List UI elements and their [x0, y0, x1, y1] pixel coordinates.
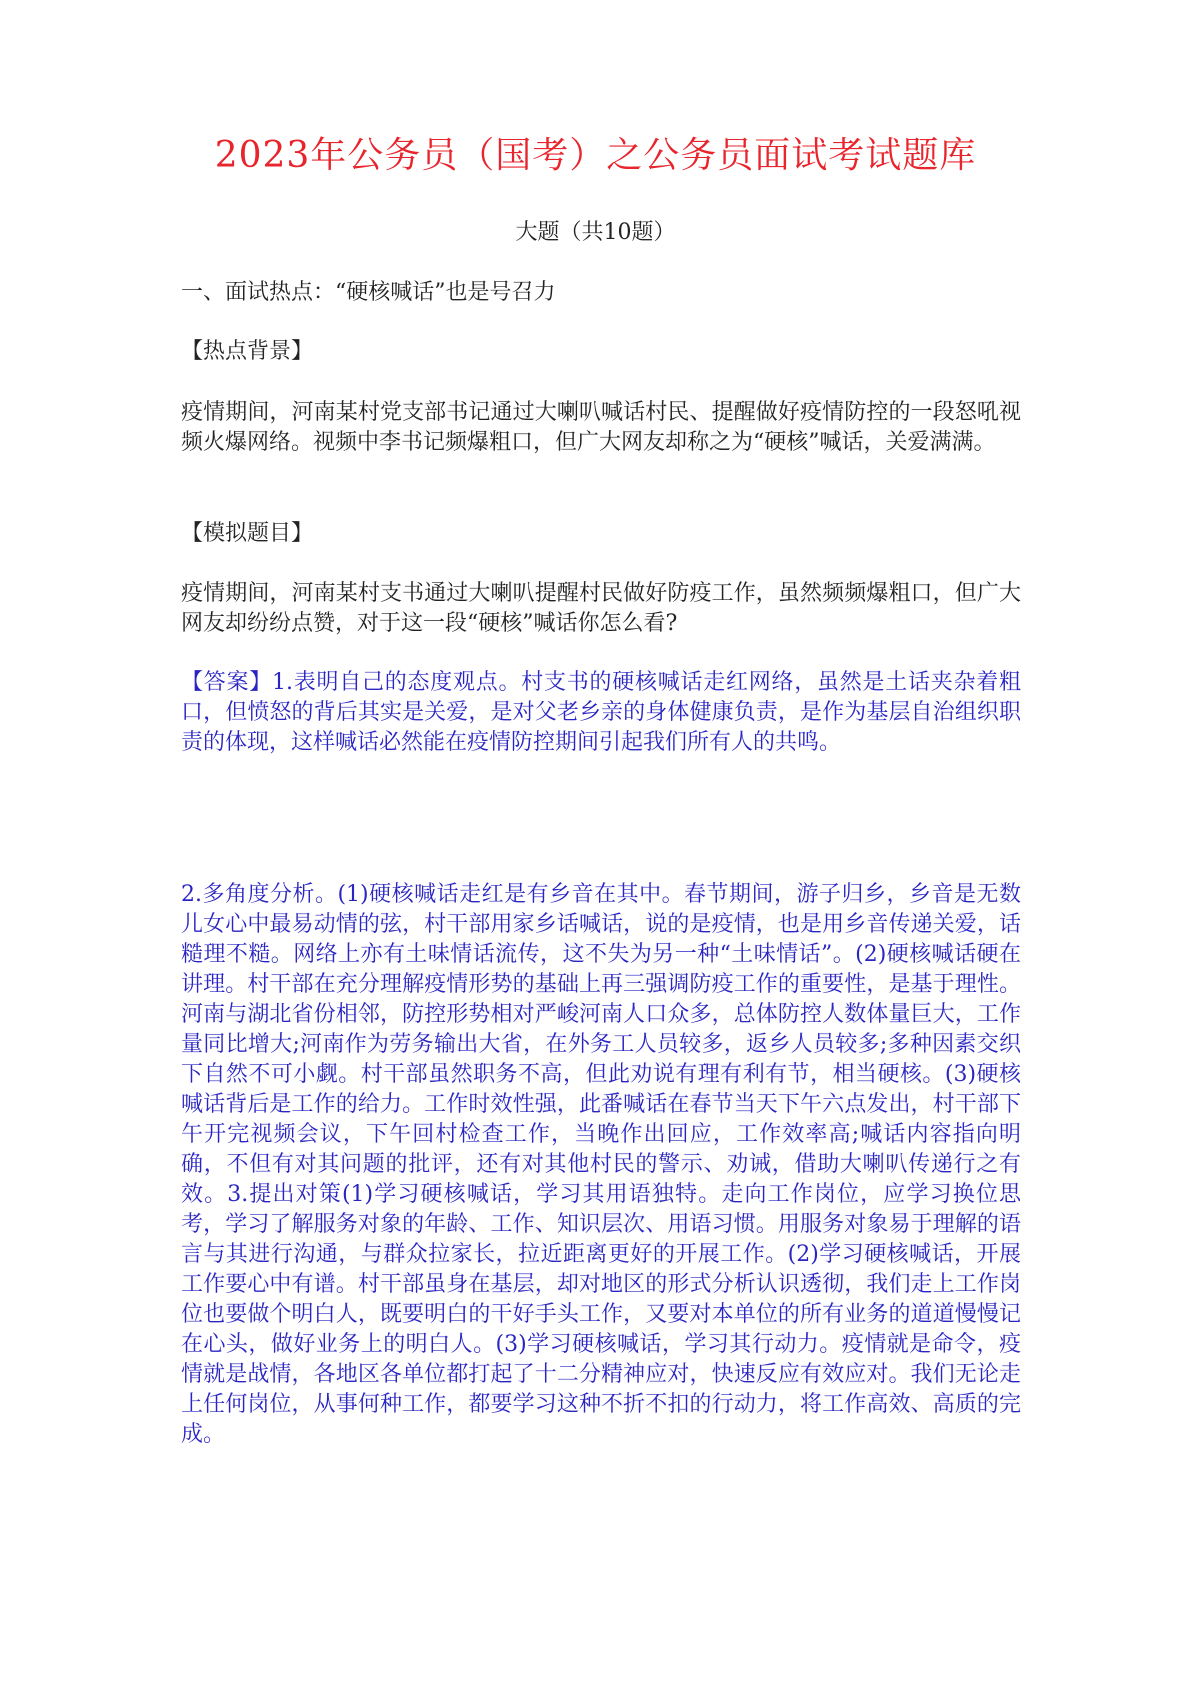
- background-text: 疫情期间，河南某村党支部书记通过大喇叭喊话村民、提醒做好疫情防控的一段怒吼视频火爆网络。视频中李书记频爆粗口，但广大网友却称之为“硬核”喊话，关爱满满。: [181, 400, 1021, 455]
- question-title: 一、面试热点：“硬核喊话”也是号召力: [181, 280, 556, 305]
- mock-question-text: 疫情期间，河南某村支书通过大喇叭提醒村民做好防疫工作，虽然频频爆粗口，但广大网友却纷纷点赞，对于这一段“硬核”喊话你怎么看?: [181, 581, 1021, 636]
- document-title: 2023年公务员（国考）之公务员面试考试题库: [214, 135, 977, 176]
- background-label: 【热点背景】: [181, 339, 314, 364]
- answer-paragraph-1: 【答案】1.表明自己的态度观点。村支书的硬核喊话走红网络，虽然是土话夹杂着粗口，但愤怒的背后其实是关爱，是对父老乡亲的身体健康负责，是作为基层自治组织职责的体现，这样喊话必然能在疫情防控期间引起我们所有人的共鸣。: [181, 670, 1021, 755]
- mock-question-label: 【模拟题目】: [181, 521, 314, 546]
- section-header: 大题（共10题）: [515, 220, 676, 245]
- answer-paragraph-2: 2.多角度分析。(1)硬核喊话走红是有乡音在其中。春节期间，游子归乡，乡音是无数儿女心中最易动情的弦，村干部用家乡话喊话，说的是疫情，也是用乡音传递关爱，话糙理不糙。网络上亦有土味情话流传，这不失为另一种“土味情话”。(2)硬核喊话硬在讲理。村干部在充分理解疫情形势的基础上再三强调防疫工作的重要性，是基于理性。河南与湖北省份相邻，防控形势相对严峻河南人口众多，总体防控人数体量巨大，工作量同比增大;河南作为劳务输出大省，在外务工人员较多，返乡人员较多;多种因素交织下自然不可小觑。村干部虽然职务不高，但此劝说有理有利有节，相当硬核。(3)硬核喊话背后是工作的给力。工作时效性强，此番喊话在春节当天下午六点发出，村干部下午开完视频会议，下午回村检查工作，当晚作出回应，工作效率高;喊话内容指向明确，不但有对其问题的批评，还有对其他村民的警示、劝诫，借助大喇叭传递行之有效。3.提出对策(1)学习硬核喊话，学习其用语独特。走向工作岗位，应学习换位思考，学习了解服务对象的年龄、工作、知识层次、用语习惯。用服务对象易于理解的语言与其进行沟通，与群众拉家长，拉近距离更好的开展工作。(2)学习硬核喊话，开展工作要心中有谱。村干部虽身在基层，却对地区的形式分析认识透彻，我们走上工作岗位也要做个明白人，既要明白的干好手头工作，又要对本单位的所有业务的道道慢慢记在心头，做好业务上的明白人。(3)学习硬核喊话，学习其行动力。疫情就是命令，疫情就是战情，各地区各单位都打起了十二分精神应对，快速反应有效应对。我们无论走上任何岗位，从事何种工作，都要学习这种不折不扣的行动力，将工作高效、高质的完成。: [181, 882, 1021, 1447]
